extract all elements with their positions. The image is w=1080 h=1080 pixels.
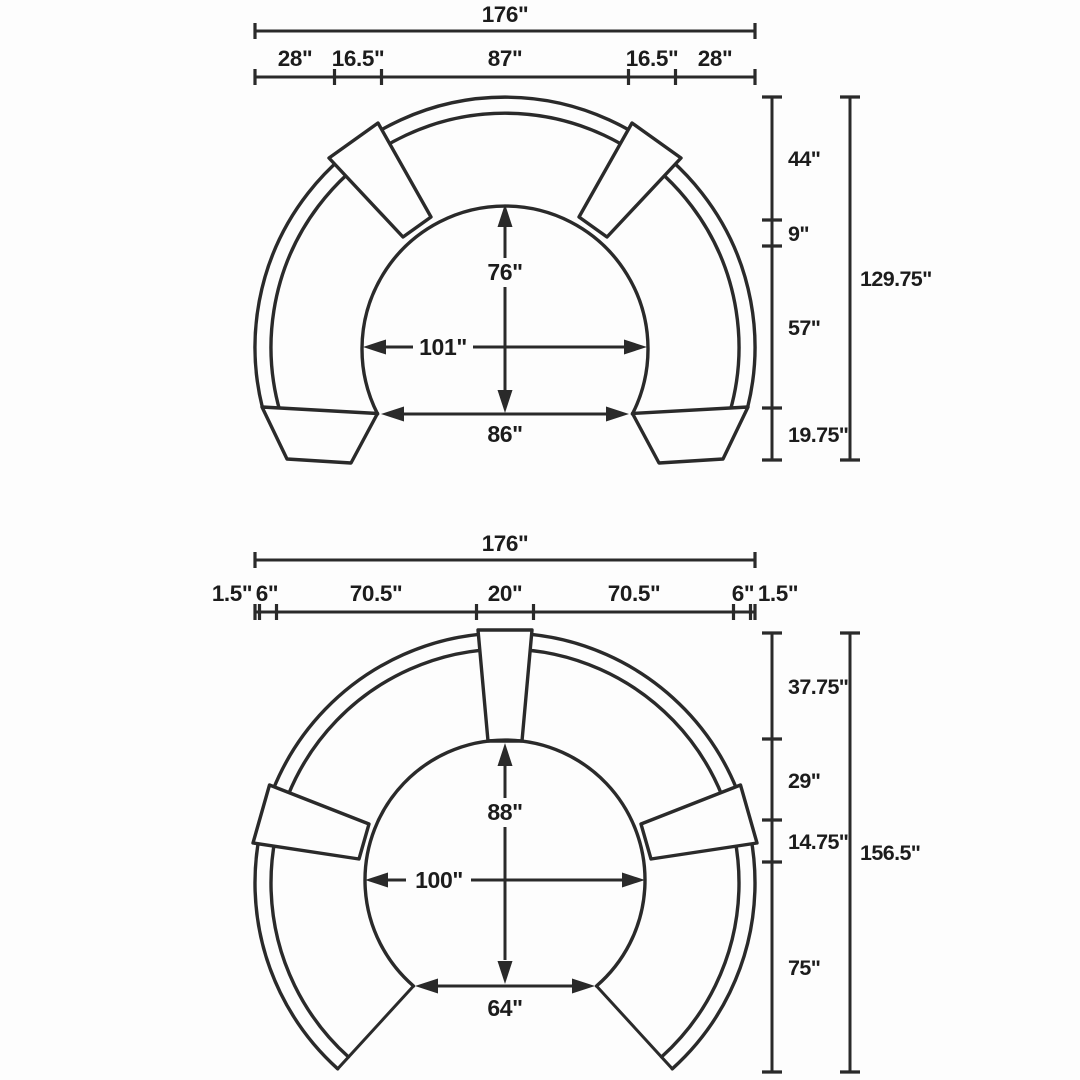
arrow-head-left-icon xyxy=(363,340,386,355)
dim-label: 75" xyxy=(788,956,821,980)
dim-label: 87" xyxy=(487,46,523,71)
arrow-head-down-icon xyxy=(498,390,513,413)
dim-label: 86" xyxy=(487,421,523,447)
console-wedge-left xyxy=(329,123,431,237)
dim-label: 176" xyxy=(481,531,529,556)
bottom-overall-width-dimension xyxy=(255,531,755,568)
dim-label: 6" xyxy=(731,581,755,606)
arrow-head-right-icon xyxy=(606,407,629,422)
dim-label: 9" xyxy=(788,222,809,246)
console-wedge-top xyxy=(478,630,532,741)
top-overall-width-dimension xyxy=(255,2,755,39)
console-wedge-right xyxy=(641,785,757,859)
arm-cut-edge-right xyxy=(597,986,673,1069)
dim-label: 37.75" xyxy=(788,675,849,699)
dim-label: 129.75" xyxy=(860,267,932,291)
bottom-width-segments-dimension xyxy=(212,581,798,620)
dim-label: 76" xyxy=(487,259,523,285)
dim-label: 156.5" xyxy=(860,841,921,865)
arrow-head-left-icon xyxy=(381,407,404,422)
top-diagram xyxy=(255,2,932,463)
console-wedge-right xyxy=(579,123,681,237)
bottom-height-segments-dimension xyxy=(762,633,848,1072)
arrow-head-left-icon xyxy=(415,979,438,994)
dim-label: 19.75" xyxy=(788,423,849,447)
dim-label: 1.5" xyxy=(757,581,799,606)
dim-label: 101" xyxy=(419,334,467,360)
arrow-head-right-icon xyxy=(572,979,595,994)
top-inner-dimensions xyxy=(363,204,647,447)
dim-label: 1.5" xyxy=(211,581,253,606)
arrow-head-up-icon xyxy=(498,743,513,766)
dim-label: 20" xyxy=(487,581,523,606)
arrow-head-right-icon xyxy=(622,873,645,888)
dim-label: 44" xyxy=(788,147,821,171)
armrest-right xyxy=(633,407,749,463)
dim-label: 88" xyxy=(487,799,523,825)
dim-label: 57" xyxy=(788,316,821,340)
dim-label: 70.5" xyxy=(607,581,661,606)
dim-label: 28" xyxy=(697,46,733,71)
dim-label: 64" xyxy=(487,995,523,1021)
arrow-head-down-icon xyxy=(498,961,513,984)
bottom-diagram xyxy=(212,531,921,1072)
dim-label: 14.75" xyxy=(788,830,849,854)
console-wedge-left xyxy=(253,785,369,859)
dim-label: 70.5" xyxy=(349,581,403,606)
top-width-segments-dimension xyxy=(255,46,755,85)
arrow-head-right-icon xyxy=(624,340,647,355)
dim-label: 16.5" xyxy=(625,46,679,71)
top-overall-height-dimension xyxy=(840,97,932,460)
dim-label: 16.5" xyxy=(331,46,385,71)
dim-label: 6" xyxy=(255,581,279,606)
dim-label: 28" xyxy=(277,46,313,71)
dim-label: 176" xyxy=(481,2,529,27)
arm-cut-edge-left xyxy=(338,986,414,1069)
dim-label: 29" xyxy=(788,769,821,793)
dim-label: 100" xyxy=(415,867,463,893)
bottom-overall-height-dimension xyxy=(840,633,920,1072)
top-height-segments-dimension xyxy=(762,97,848,460)
armrest-left xyxy=(262,407,378,463)
arrow-head-left-icon xyxy=(365,873,388,888)
